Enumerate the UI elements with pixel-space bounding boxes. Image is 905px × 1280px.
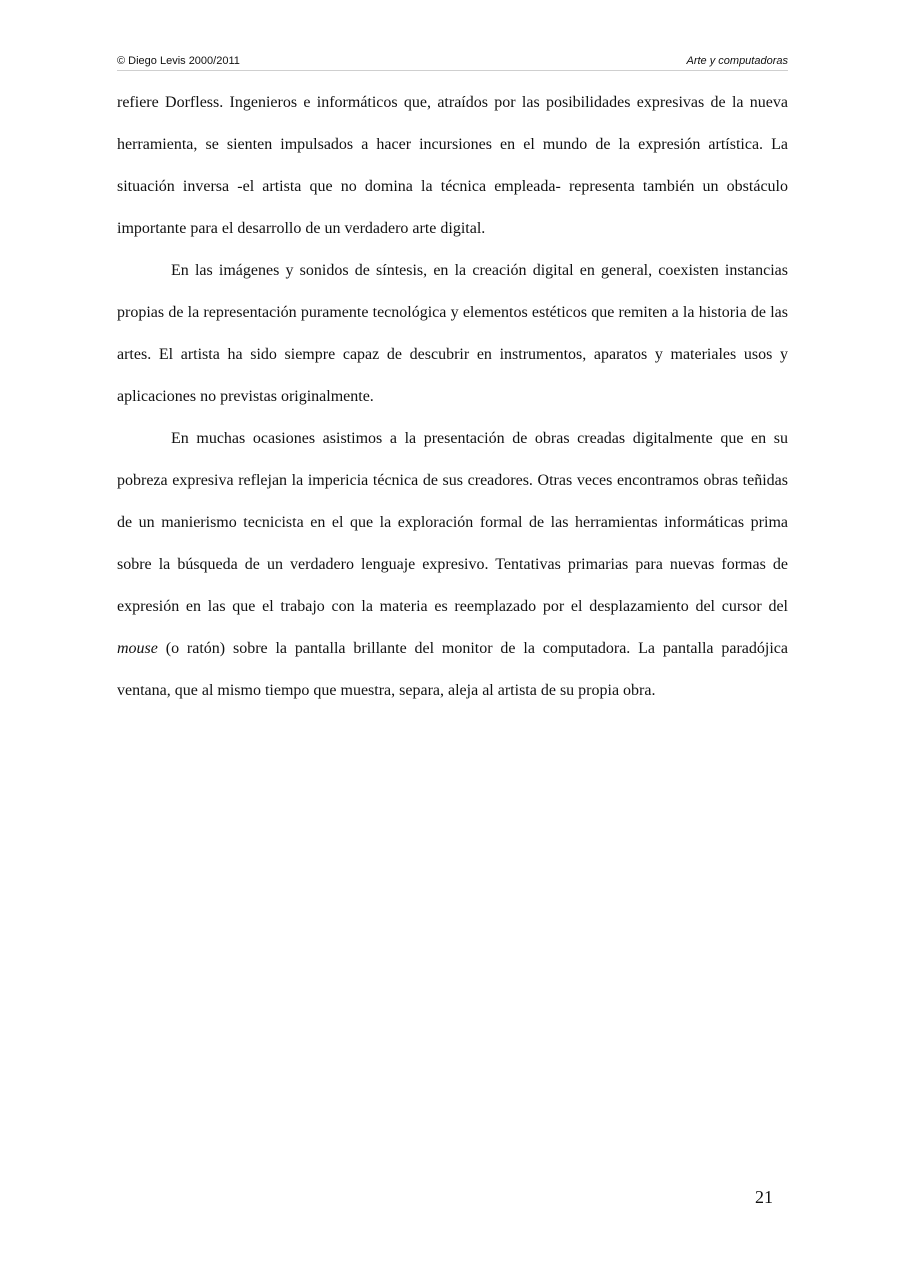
page-header xyxy=(117,54,788,71)
header-copyright: © Diego Levis 2000/2011 xyxy=(117,55,240,67)
paragraph-3-text-before: En muchas ocasiones asistimos a la presentación de obras creadas digitalmente que en su pobreza expresiva reflejan la impericia técnica de sus creadores. Otras veces encontramos obras teñidas de un manierismo tecnicista en el que la exploración formal de las herramientas informáticas prima sobre la búsqueda de un verdadero lenguaje expresivo. Tentativas primarias para nuevas formas de expresión en las que el trabajo con la materia es reemplazado por el desplazamiento del cursor del xyxy=(117,430,788,615)
header-title: Arte y computadoras xyxy=(686,55,788,67)
page-number: 21 xyxy=(755,1187,773,1207)
paragraph-2: En las imágenes y sonidos de síntesis, en la creación digital en general, coexisten instancias propias de la representación puramente tecnológica y elementos estéticos que remiten a la historia de las artes. El artista ha sido siempre capaz de descubrir en instrumentos, aparatos y materiales usos y aplicaciones no previstas originalmente. xyxy=(117,262,788,405)
paragraph-1: refiere Dorfless. Ingenieros e informáticos que, atraídos por las posibilidades expresivas de la nueva herramienta, se sienten impulsados a hacer incursiones en el mundo de la expresión artística. La situación inversa -el artista que no domina la técnica empleada- representa también un obstáculo importante para el desarrollo de un verdadero arte digital. xyxy=(117,94,788,237)
paragraph-3 xyxy=(117,418,788,712)
paragraph-3-text-after: (o ratón) sobre la pantalla brillante del monitor de la computadora. La pantalla paradójica ventana, que al mismo tiempo que muestra, separa, aleja al artista de su propia obra. xyxy=(117,640,788,699)
body-text xyxy=(117,82,788,712)
paragraph-3-italic-term: mouse xyxy=(117,640,158,657)
